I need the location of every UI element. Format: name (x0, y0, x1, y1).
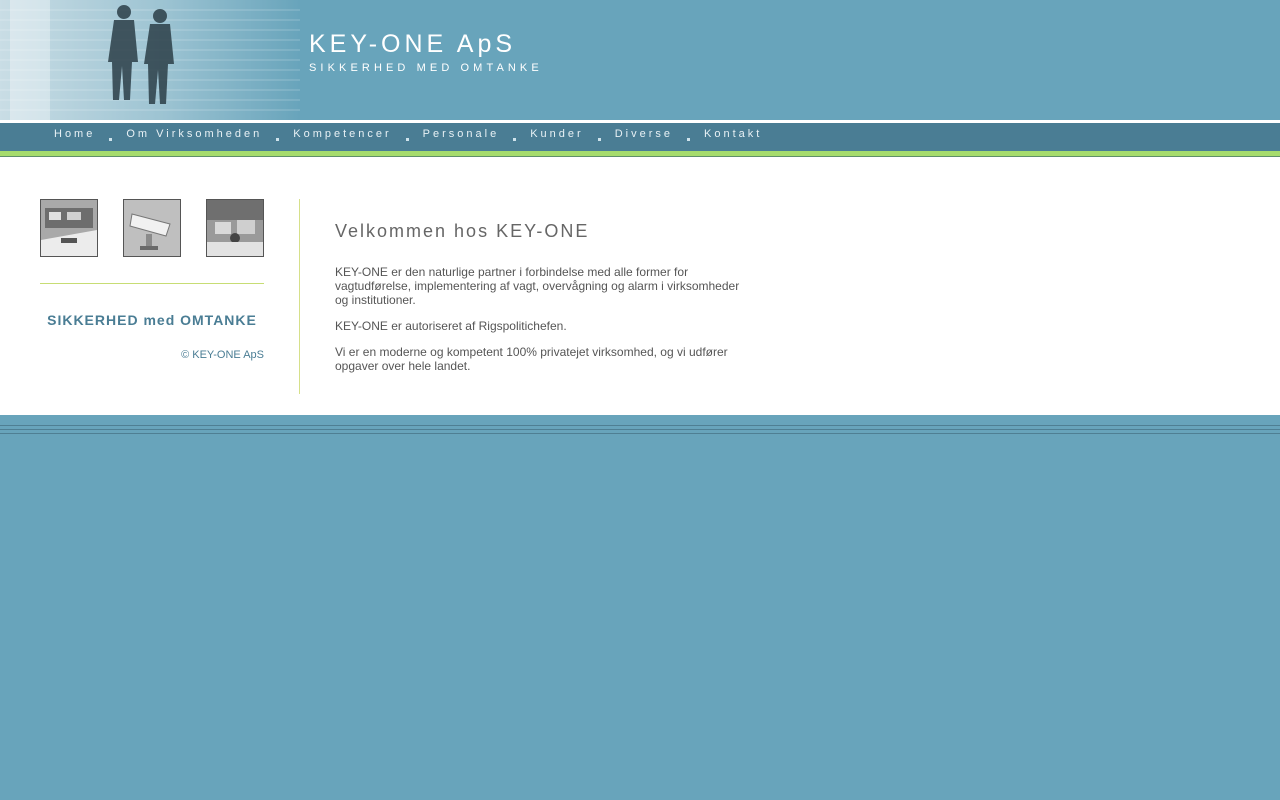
nav-link-kontakt[interactable]: Kontakt (704, 128, 763, 140)
nav-separator (109, 138, 112, 141)
nav-separator (598, 138, 601, 141)
sidebar-slogan: SIKKERHED med OMTANKE (47, 312, 257, 328)
footer-decoration (0, 415, 1280, 437)
nav-link-diverse[interactable]: Diverse (614, 128, 673, 140)
column-divider (299, 199, 300, 394)
page-title: Velkommen hos KEY-ONE (335, 221, 590, 241)
security-camera-photo (123, 199, 181, 257)
nav-separator (276, 138, 279, 141)
office-desk-photo (206, 199, 264, 257)
content-area (0, 157, 1280, 415)
control-room-photo (40, 199, 98, 257)
company-paragraph: Vi er en moderne og kompetent 100% privatejet virksomhed, og vi udfører opgaver over hele landet. (335, 345, 728, 373)
intro-paragraph: KEY-ONE er den naturlige partner i forbindelse med alle former for vagtudførelse, implementering af vagt, overvågning og alarm i virksomheder og institutioner. (335, 265, 740, 307)
nav-link-kunder[interactable]: Kunder (530, 128, 584, 140)
site-title: KEY-ONE ApS (309, 30, 517, 58)
site-header (0, 0, 1280, 120)
main-navigation (0, 123, 1280, 151)
site-tagline: SIKKERHED MED OMTANKE (309, 62, 543, 74)
copyright-text: © KEY-ONE ApS (181, 349, 264, 361)
sidebar-divider (40, 283, 264, 284)
nav-link-kompetencer[interactable]: Kompetencer (293, 128, 392, 140)
nav-link-om-virksomheden[interactable]: Om Virksomheden (126, 128, 263, 140)
authorization-paragraph: KEY-ONE er autoriseret af Rigspolitichefen. (335, 319, 567, 333)
nav-separator (513, 138, 516, 141)
nav-separator (687, 138, 690, 141)
nav-link-home[interactable]: Home (54, 128, 96, 140)
business-people-photo (0, 0, 300, 120)
nav-separator (406, 138, 409, 141)
nav-link-personale[interactable]: Personale (422, 128, 500, 140)
